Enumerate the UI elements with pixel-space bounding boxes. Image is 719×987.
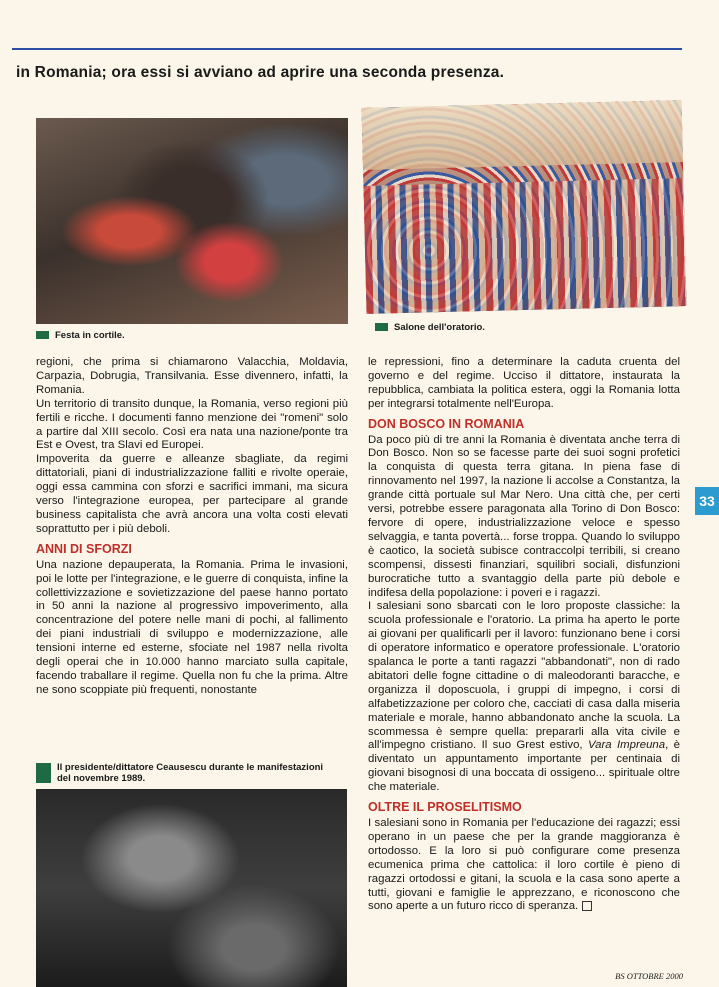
paragraph: le repressioni, fino a determinare la caduta cruenta del governo e del regime. Ucciso il dittatore, instaurata la repubblica, cambiata la politica estera, oggi la Romania lotta per integrarsi totalmente nell'Europa. [368, 356, 680, 410]
caption-photo3 [36, 762, 336, 784]
text-run: I salesiani sono sbarcati con le loro proposte classiche: la scuola professionale e l'oratorio. La prima ha aperto le porte ai giovani per qualificarli per il lavoro: funzionano bene i corsi di operatore informatico e operatore professionale. L'oratorio spalanca le porte a tanti ragazzi "abbandonati", non di rado abitatori delle fogne cittadine o di maleodoranti baracche, e organizza il doposcuola, i gruppi di impegno, i corsi di alfabetizzazione per coloro che, cacciati di casa dalla miseria materiale e morale, hanno abbandonato anche la scuola. La scommessa è sempre quella: prepararli alla vita civile e all'impegno cristiano. Il suo Grest estivo, [368, 600, 680, 752]
column-right [368, 356, 680, 914]
photo-festa-in-cortile [36, 118, 348, 324]
headline: in Romania; ora essi si avviano ad aprire una seconda presenza. [16, 64, 505, 81]
section-heading: ANNI DI SFORZI [36, 541, 132, 556]
footer: BS OTTOBRE 2000 [615, 971, 683, 981]
caption-marker [36, 763, 51, 783]
section-heading: OLTRE IL PROSELITISMO [368, 800, 522, 815]
caption-photo1 [36, 330, 125, 341]
text-run: , è diventato un appuntamento importante per centinaia di giovani bisognosi di una boccata di ossigeno... spirituale oltre che materiale. [368, 739, 680, 794]
page-number-tab: 33 [695, 487, 719, 515]
text-emphasis: Vara Impreuna [587, 739, 666, 752]
paragraph: Un territorio di transito dunque, la Romania, verso regioni più fertili e ricche. I documenti fanno menzione dei "romeni" solo a partire dal XIII secolo. Così era nata una nazione/ponte tra Est e Ovest, tra Slavi ed Europei. [36, 397, 348, 452]
paragraph: Una nazione depauperata, la Romania. Prima le invasioni, poi le lotte per l'integrazione, e le guerre di conquista, infine la collettivizzazione e sovietizzazione del paese hanno portato in 50 anni la nazione al progressivo impoverimento, alla concentrazione del potere nelle mani di pochi, al fallimento dei piani industriali di sviluppo e modernizzazione, alle tensioni interne ed esterne, sfociate nel 1987 nella rivolta degli operai che in 10.000 hanno marciato sulla capitale, facendo traballare il regime. Quella non fu che la prima. Altre ne sono scoppiate più frequenti, nonostante [36, 558, 348, 696]
photo-salone-oratorio [362, 100, 687, 314]
paragraph: Impoverita da guerre e alleanze sbagliate, da regimi dittatoriali, piani di industrializzazione falliti e rivolte operaie, oggi essa cammina con sforzi e sacrifici immani, ma sicura verso l'integrazione europea, per partecipare al grande business capitalista che avrà ancora una volta costi elevati soprattutto per i più deboli. [36, 453, 348, 535]
caption-text: Festa in cortile. [55, 330, 125, 341]
photo-ceausescu [36, 789, 347, 987]
caption-marker [375, 323, 388, 331]
column-left [36, 356, 348, 698]
caption-marker [36, 331, 49, 339]
paragraph: regioni, che prima si chiamarono Valacchia, Moldavia, Carpazia, Dobrugia, Transilvania. Esse divennero, infatti, la Romania. [36, 356, 348, 396]
top-rule [12, 48, 682, 50]
paragraph: Da poco più di tre anni la Romania è diventata anche terra di Don Bosco. Non so se facesse parte dei suoi sogni profetici la conquista di questa terra gitana. In piena fase di rinnovamento nel 1997, la nazione li accolse a Constantza, la grande città portuale sul Mar Nero. Una città che, per certi versi, potrebbe essere paragonata alla Torino di Don Bosco: fervore di opere, industrializzazione veloce e spesso selvaggia, e tanta povertà... forse troppa. Quando lo sviluppo è caotico, la società subisce contraccolpi terribili, si creano scompensi, dissesti finanziari, squilibri sociali, disfunzioni burocratiche tutto a svantaggio della parte più debole e indifesa della popolazione: i poveri e i ragazzi. [368, 433, 680, 599]
caption-photo2 [375, 322, 485, 333]
paragraph [368, 817, 680, 914]
caption-text: Il presidente/dittatore Ceausescu durante le manifestazioni del novembre 1989. [57, 762, 324, 784]
photo-ceiling [362, 100, 683, 170]
paragraph [368, 600, 680, 795]
text-run: I salesiani sono in Romania per l'educazione dei ragazzi; essi operano in un paese che per la grande maggioranza è ortodosso. E la loro si può configurare come presenza ecumenica prima che cattolica: il loro cortile è pieno di ragazzi ortodossi e gitani, la scuola e la casa sono aperte a tutti, giovani e famiglie le apprezzano, e riconoscono che sono aperte a un futuro ricco di speranza. [368, 817, 680, 913]
end-mark-icon [582, 901, 592, 911]
caption-text: Salone dell'oratorio. [394, 322, 485, 333]
section-heading: DON BOSCO IN ROMANIA [368, 416, 525, 431]
photo-crowd [363, 178, 686, 313]
